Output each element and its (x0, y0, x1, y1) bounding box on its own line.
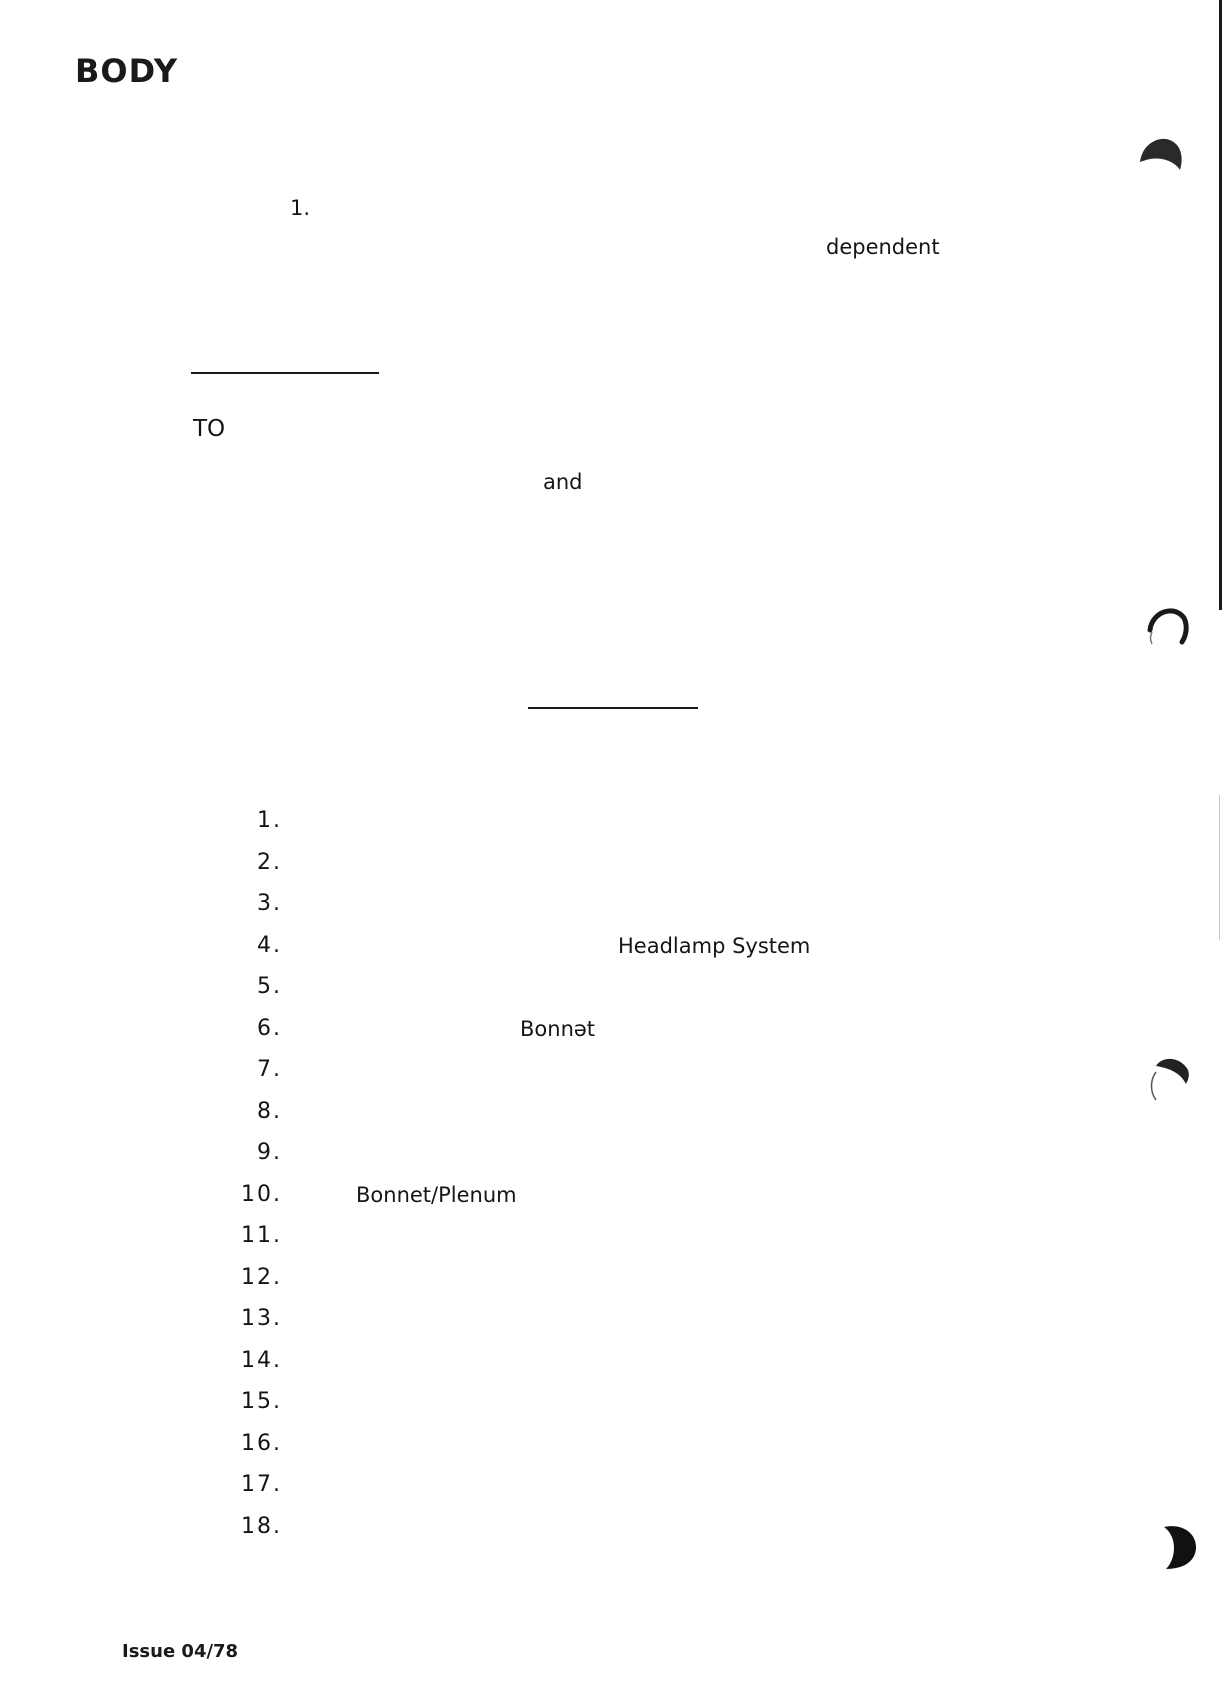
list-item-number: 1. (257, 808, 282, 833)
list-item-number: 6. (257, 1016, 282, 1041)
list-item-number: 15. (241, 1389, 282, 1414)
list-item-number: 2. (257, 850, 282, 875)
list-item-text: Headlamp System (618, 934, 811, 958)
heading-underline-rule (528, 707, 698, 709)
list-item-number: 11. (241, 1223, 282, 1248)
list-item-number: 5. (257, 974, 282, 999)
list-item-number: 8. (257, 1099, 282, 1124)
list-item-number: 17. (241, 1472, 282, 1497)
list-item-number: 4. (257, 933, 282, 958)
list-item-number: 16. (241, 1431, 282, 1456)
underline-rule (191, 372, 379, 374)
paragraph-number: 1. (290, 196, 311, 220)
punch-hole-icon (1144, 600, 1194, 650)
list-item-number: 10. (241, 1182, 282, 1207)
punch-hole-icon (1146, 1050, 1194, 1106)
list-item-number: 18. (241, 1514, 282, 1539)
list-item-number: 7. (257, 1057, 282, 1082)
list-item-text: Bonnet/Plenum (356, 1183, 517, 1207)
list-item-number: 3. (257, 891, 282, 916)
word-dependent: dependent (826, 235, 940, 259)
punch-hole-icon (1136, 130, 1186, 175)
issue-footer: Issue 04/78 (122, 1641, 239, 1662)
word-and: and (543, 470, 583, 494)
list-item-text: Bonnət (520, 1017, 596, 1041)
list-item-number: 12. (241, 1265, 282, 1290)
list-item-number: 9. (257, 1140, 282, 1165)
list-item-number: 14. (241, 1348, 282, 1373)
binding-edge-line (1219, 0, 1222, 610)
list-item-number: 13. (241, 1306, 282, 1331)
word-to: TO (193, 416, 226, 442)
section-title: BODY (75, 52, 178, 90)
binding-edge-faint-line (1219, 795, 1220, 940)
punch-hole-icon (1158, 1523, 1200, 1571)
